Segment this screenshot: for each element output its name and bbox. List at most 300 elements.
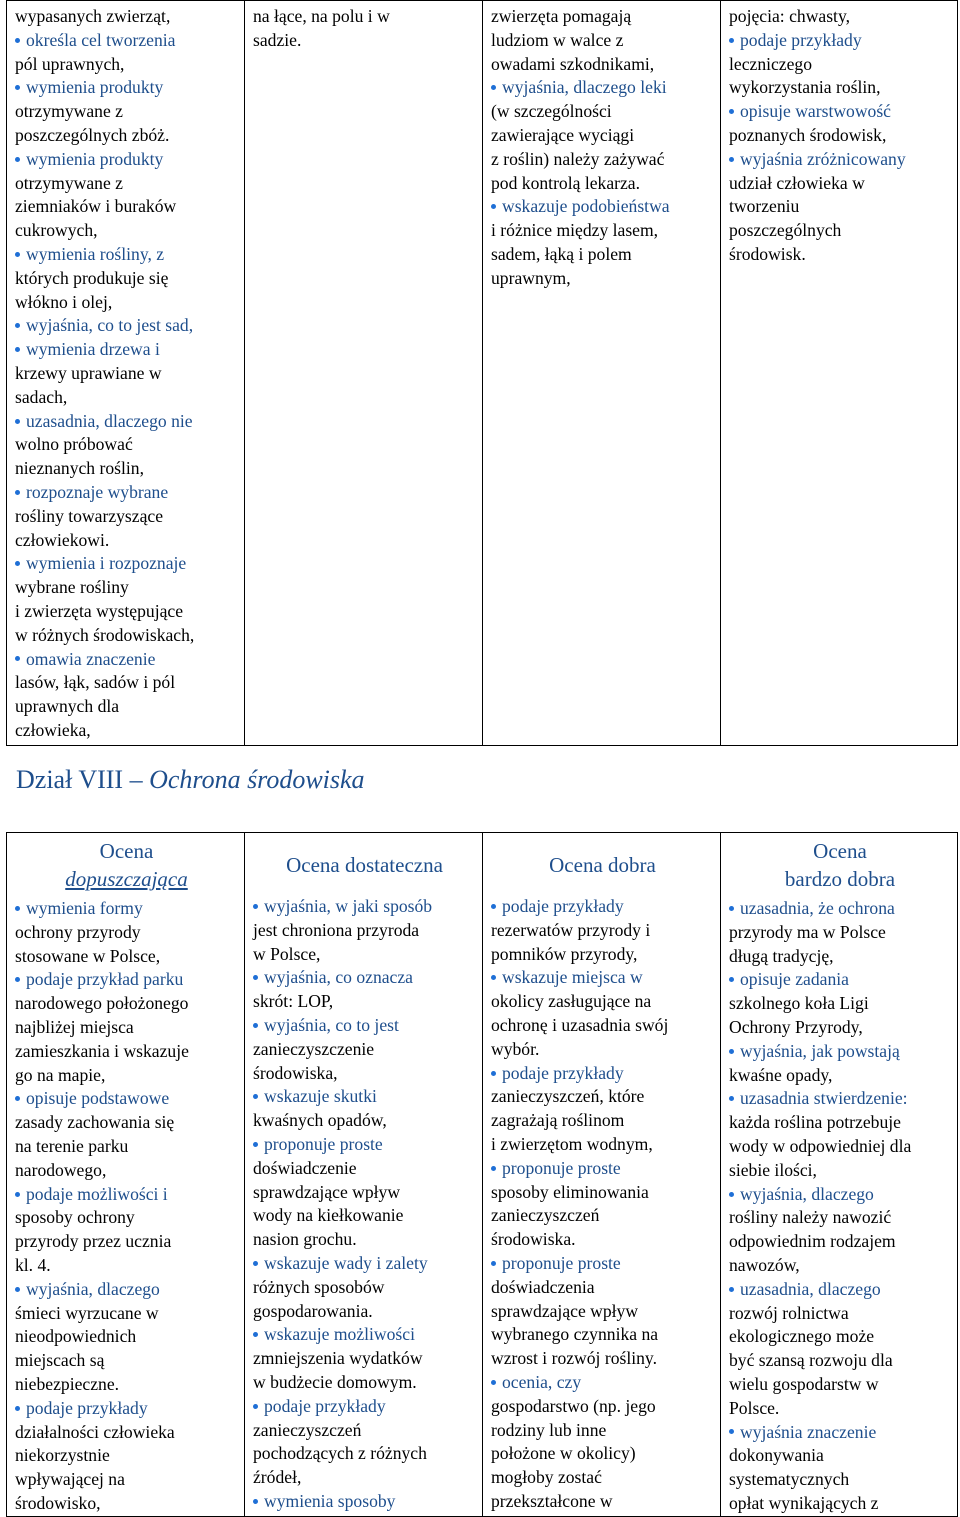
text-line xyxy=(491,1300,714,1324)
line-text: pojęcia: chwasty, xyxy=(729,6,850,26)
text-line xyxy=(15,53,238,77)
line-text: przyrody przez ucznia xyxy=(15,1231,172,1252)
text-line xyxy=(253,1062,476,1086)
line-text: ocenia, czy xyxy=(502,1371,582,1392)
top-requirements-table xyxy=(6,0,958,746)
grade-header-1-line2: dopuszczająca xyxy=(65,867,188,891)
text-line xyxy=(491,1490,714,1514)
line-text: wymienia produkty xyxy=(26,148,164,169)
bullet-item-line xyxy=(491,1252,714,1276)
bullet-icon xyxy=(491,1380,496,1385)
line-text: w Polsce, xyxy=(253,943,321,964)
grade-header-2-line1: Ocena dostateczna xyxy=(286,853,443,877)
line-text: szkolnego koła Ligi xyxy=(729,993,869,1014)
bullet-item-line xyxy=(729,1278,951,1302)
text-line xyxy=(729,1492,951,1516)
bullet-icon xyxy=(15,977,20,982)
bullet-item-line xyxy=(15,29,238,53)
bullet-item-line xyxy=(15,76,238,100)
text-line xyxy=(253,1371,476,1395)
line-text: Ochrony Przyrody, xyxy=(729,1016,863,1037)
bullet-item-line xyxy=(491,895,714,919)
text-line xyxy=(491,1395,714,1419)
bullet-icon xyxy=(15,38,20,43)
text-line xyxy=(15,291,238,315)
bullet-item-line xyxy=(253,1490,476,1514)
bullet-item-line xyxy=(729,100,951,124)
line-text: rezerwatów przyrody i xyxy=(491,919,651,940)
bullet-icon xyxy=(729,1429,734,1434)
bullet-item-line xyxy=(15,1278,238,1302)
line-text: wyjaśnia znaczenie xyxy=(740,1421,877,1442)
bullet-item-line xyxy=(15,1087,238,1111)
text-line xyxy=(729,1064,951,1088)
bullet-icon xyxy=(15,85,20,90)
grade-header-2 xyxy=(253,851,476,879)
text-line xyxy=(15,1159,238,1183)
bullet-item-line xyxy=(15,243,238,267)
text-line xyxy=(491,1181,714,1205)
line-text: poszczególnych zbóż. xyxy=(15,124,170,145)
text-line xyxy=(729,5,951,29)
text-line xyxy=(15,1302,238,1326)
text-line xyxy=(15,1421,238,1445)
text-line xyxy=(253,5,476,29)
line-text: ziemniaków i buraków xyxy=(15,196,177,217)
text-line xyxy=(15,600,238,624)
line-text: środowiska, xyxy=(253,1062,338,1083)
line-text: na łące, na polu i w xyxy=(253,6,390,26)
section-prefix: Dział VIII – xyxy=(16,765,150,794)
text-line xyxy=(491,267,714,291)
bullet-item-line xyxy=(15,1183,238,1207)
bullet-icon xyxy=(491,1071,496,1076)
text-line xyxy=(15,921,238,945)
bullet-icon xyxy=(729,977,734,982)
line-text: zwierzęta pomagają xyxy=(491,6,632,26)
text-line xyxy=(253,990,476,1014)
bullet-icon xyxy=(15,252,20,257)
bullet-icon xyxy=(253,1023,258,1028)
line-text: otrzymywane z xyxy=(15,101,123,122)
line-text: kwaśnych opadów, xyxy=(253,1110,387,1131)
grade-header-1 xyxy=(15,837,238,893)
line-text: nasion grochu. xyxy=(253,1229,357,1250)
bullet-item-line xyxy=(253,1085,476,1109)
bullet-icon xyxy=(253,1142,258,1147)
line-text: nieznanych roślin, xyxy=(15,458,144,479)
text-line xyxy=(15,1492,238,1516)
text-line xyxy=(15,505,238,529)
line-text: sposoby eliminowania xyxy=(491,1181,649,1202)
grade-col-2 xyxy=(245,833,483,1517)
line-text: odpowiednim rodzajem xyxy=(729,1231,896,1252)
text-line xyxy=(15,719,238,743)
text-line xyxy=(729,1349,951,1373)
line-text: włókno i olej, xyxy=(15,291,113,312)
line-text: rozpoznaje wybrane xyxy=(26,481,169,502)
line-text: narodowego położonego xyxy=(15,993,189,1014)
line-text: zanieczyszczeń, które xyxy=(491,1086,645,1107)
text-line xyxy=(491,172,714,196)
text-line xyxy=(491,124,714,148)
bullet-item-line xyxy=(729,1421,951,1445)
grade-header-3-line1: Ocena dobra xyxy=(549,853,656,877)
line-text: mogłoby zostać xyxy=(491,1467,602,1488)
text-line xyxy=(729,172,951,196)
line-text: środowisko, xyxy=(15,1492,101,1513)
text-line xyxy=(491,919,714,943)
bullet-item-line xyxy=(729,1040,951,1064)
text-line xyxy=(491,148,714,172)
line-text: opisuje warstwowość xyxy=(740,101,891,122)
bullet-icon xyxy=(15,561,20,566)
line-text: wyjaśnia, co to jest xyxy=(264,1014,399,1035)
bullet-icon xyxy=(15,157,20,162)
line-text: miejscach są xyxy=(15,1350,105,1371)
line-text: położone w okolicy) xyxy=(491,1443,636,1464)
bullet-item-line xyxy=(15,1397,238,1421)
line-text: poszczególnych xyxy=(729,220,842,241)
bullet-item-line xyxy=(15,552,238,576)
text-line xyxy=(15,1230,238,1254)
line-text: różnych sposobów xyxy=(253,1276,385,1297)
line-text: człowieka, xyxy=(15,719,91,740)
text-line xyxy=(491,5,714,29)
line-text: okolicy zasługujące na xyxy=(491,991,652,1012)
line-text: siebie ilości, xyxy=(729,1159,817,1180)
text-line xyxy=(253,1228,476,1252)
bullet-icon xyxy=(253,1499,258,1504)
text-line xyxy=(491,1085,714,1109)
text-line xyxy=(15,1468,238,1492)
text-line xyxy=(729,945,951,969)
bullet-item-line xyxy=(729,29,951,53)
bullet-item-line xyxy=(15,338,238,362)
line-text: opłat wynikających z xyxy=(729,1492,879,1513)
bullet-icon xyxy=(253,975,258,980)
text-line xyxy=(491,219,714,243)
text-line xyxy=(491,100,714,124)
line-text: podaje przykłady xyxy=(740,29,862,50)
line-text: wielu gospodarstw w xyxy=(729,1373,879,1394)
line-text: ludziom w walce z xyxy=(491,29,624,50)
text-line xyxy=(15,1444,238,1468)
line-text: zanieczyszczeń xyxy=(491,1205,600,1226)
section-title xyxy=(16,765,365,795)
text-line xyxy=(729,1444,951,1468)
text-line xyxy=(253,919,476,943)
bullet-item-line xyxy=(491,195,714,219)
text-line xyxy=(729,1325,951,1349)
line-text: rozwój rolnictwa xyxy=(729,1302,849,1323)
text-line xyxy=(491,1323,714,1347)
line-text: go na mapie, xyxy=(15,1064,106,1085)
text-line xyxy=(253,1347,476,1371)
bullet-icon xyxy=(491,1166,496,1171)
line-text: proponuje proste xyxy=(502,1252,621,1273)
text-line xyxy=(15,172,238,196)
text-line xyxy=(491,1133,714,1157)
line-text: owadami szkodnikami, xyxy=(491,53,655,74)
line-text: ekologicznego może xyxy=(729,1326,875,1347)
grade-col-3 xyxy=(483,833,721,1517)
text-line xyxy=(15,529,238,553)
bullet-item-line xyxy=(253,895,476,919)
bullet-icon xyxy=(253,1404,258,1409)
text-line xyxy=(491,29,714,53)
bullet-item-line xyxy=(729,1183,951,1207)
text-line xyxy=(15,362,238,386)
bullet-icon xyxy=(15,906,20,911)
line-text: wyjaśnia, co oznacza xyxy=(264,967,413,988)
bullet-item-line xyxy=(729,968,951,992)
bullet-icon xyxy=(15,490,20,495)
line-text: kwaśne opady, xyxy=(729,1064,833,1085)
text-line xyxy=(15,219,238,243)
table-row xyxy=(7,833,958,1517)
bullet-item-line xyxy=(729,1087,951,1111)
bullet-icon xyxy=(491,204,496,209)
bullet-item-line xyxy=(491,1371,714,1395)
line-text: wybranego czynnika na xyxy=(491,1324,659,1345)
bullet-icon xyxy=(15,1406,20,1411)
text-line xyxy=(15,1064,238,1088)
line-text: pól uprawnych, xyxy=(15,53,125,74)
line-text: wypasanych zwierząt, xyxy=(15,6,171,26)
line-text: na terenie parku xyxy=(15,1135,129,1156)
line-text: środowiska. xyxy=(491,1229,576,1250)
text-line xyxy=(729,1135,951,1159)
line-text: wyjaśnia, dlaczego xyxy=(740,1183,874,1204)
bullet-icon xyxy=(253,904,258,909)
text-line xyxy=(253,1466,476,1490)
text-line xyxy=(491,1442,714,1466)
line-text: zmniejszenia wydatków xyxy=(253,1348,423,1369)
line-text: uprawnym, xyxy=(491,267,571,288)
line-text: wyjaśnia zróżnicowany xyxy=(740,148,906,169)
line-text: sposoby ochrony xyxy=(15,1207,135,1228)
line-text: wskazuje skutki xyxy=(264,1086,377,1107)
line-text: rośliny należy nawozić xyxy=(729,1207,892,1228)
text-line xyxy=(729,53,951,77)
text-line xyxy=(15,992,238,1016)
bullet-icon xyxy=(729,1096,734,1101)
grade-requirements-table xyxy=(6,832,958,1517)
line-text: wymienia sposoby xyxy=(264,1490,396,1511)
bullet-icon xyxy=(15,1192,20,1197)
line-text: narodowego, xyxy=(15,1159,107,1180)
text-line xyxy=(729,1016,951,1040)
bullet-item-line xyxy=(253,1323,476,1347)
text-line xyxy=(491,1276,714,1300)
grade-header-1-line1: Ocena xyxy=(99,839,154,863)
bullet-icon xyxy=(491,85,496,90)
text-line xyxy=(15,1040,238,1064)
text-line xyxy=(15,1325,238,1349)
bullet-item-line xyxy=(15,648,238,672)
line-text: doświadczenie xyxy=(253,1157,357,1178)
text-line xyxy=(729,124,951,148)
text-line xyxy=(729,1111,951,1135)
text-line xyxy=(253,1181,476,1205)
text-line xyxy=(15,5,238,29)
bullet-icon xyxy=(15,656,20,661)
text-line xyxy=(491,1466,714,1490)
top-col-3 xyxy=(483,1,721,746)
bullet-icon xyxy=(491,1261,496,1266)
line-text: sadach, xyxy=(15,386,68,407)
line-text: otrzymywane z xyxy=(15,172,123,193)
text-line xyxy=(491,990,714,1014)
line-text: wymienia i rozpoznaje xyxy=(26,553,187,574)
line-text: wyjaśnia, dlaczego leki xyxy=(502,77,667,98)
grade-col-4 xyxy=(721,833,958,1517)
text-line xyxy=(491,1109,714,1133)
line-text: wskazuje możliwości xyxy=(264,1324,415,1345)
text-line xyxy=(15,624,238,648)
text-line xyxy=(15,386,238,410)
line-text: najbliżej miejsca xyxy=(15,1016,134,1037)
line-text: jest chroniona przyroda xyxy=(253,919,420,940)
bullet-icon xyxy=(253,1094,258,1099)
line-text: i zwierzętom wodnym, xyxy=(491,1133,653,1154)
bullet-item-line xyxy=(491,76,714,100)
line-text: podaje przykłady xyxy=(502,896,624,916)
line-text: sprawdzające wpływ xyxy=(253,1181,401,1202)
bullet-item-line xyxy=(15,897,238,921)
text-line xyxy=(729,1206,951,1230)
text-line xyxy=(729,992,951,1016)
line-text: wolno próbować xyxy=(15,434,133,455)
line-text: uzasadnia, dlaczego nie xyxy=(26,410,193,431)
line-text: zanieczyszczenie xyxy=(253,1038,375,1059)
line-text: pod kontrolą lekarza. xyxy=(491,172,640,193)
grade-col-2-items xyxy=(253,895,476,1514)
line-text: wody na kiełkowanie xyxy=(253,1205,404,1226)
line-text: człowiekowi. xyxy=(15,529,110,550)
line-text: których produkuje się xyxy=(15,267,169,288)
bullet-icon xyxy=(15,1096,20,1101)
bullet-item-line xyxy=(491,1062,714,1086)
line-text: cukrowych, xyxy=(15,220,98,241)
line-text: omawia znaczenie xyxy=(26,648,156,669)
line-text: wyjaśnia, dlaczego xyxy=(26,1278,160,1299)
line-text: opisuje podstawowe xyxy=(26,1088,170,1109)
text-line xyxy=(15,695,238,719)
grade-col-1 xyxy=(7,833,245,1517)
line-text: wzrost i rozwój rośliny. xyxy=(491,1348,657,1369)
text-line xyxy=(15,457,238,481)
line-text: długą tradycję, xyxy=(729,945,834,966)
bullet-item-line xyxy=(15,314,238,338)
line-text: sprawdzające wpływ xyxy=(491,1300,639,1321)
line-text: przekształcone w xyxy=(491,1490,613,1511)
line-text: uprawnych dla xyxy=(15,696,120,717)
line-text: systematycznych xyxy=(729,1469,850,1490)
text-line xyxy=(15,1373,238,1397)
line-text: nieodpowiednich xyxy=(15,1326,137,1347)
line-text: i różnice między lasem, xyxy=(491,220,659,241)
grade-col-1-items xyxy=(15,897,238,1516)
grade-header-3 xyxy=(491,851,714,879)
line-text: podaje możliwości i xyxy=(26,1183,168,1204)
text-line xyxy=(253,1157,476,1181)
line-text: źródeł, xyxy=(253,1467,302,1488)
line-text: zasady zachowania się xyxy=(15,1112,175,1133)
line-text: przyrody ma w Polsce xyxy=(729,921,886,942)
text-line xyxy=(15,1349,238,1373)
text-line xyxy=(253,1038,476,1062)
line-text: podaje przykłady xyxy=(26,1397,148,1418)
grade-header-4-line2: bardzo dobra xyxy=(784,867,896,891)
bullet-icon xyxy=(253,1332,258,1337)
text-line xyxy=(729,1397,951,1421)
line-text: niekorzystnie xyxy=(15,1445,110,1466)
line-text: wymienia drzewa i xyxy=(26,339,160,360)
line-text: Polsce. xyxy=(729,1397,780,1418)
line-text: stosowane w Polsce, xyxy=(15,945,161,966)
line-text: uzasadnia, że ochrona xyxy=(740,898,895,918)
text-line xyxy=(15,1111,238,1135)
text-line xyxy=(15,671,238,695)
line-text: zawierające wyciągi xyxy=(491,124,635,145)
text-line xyxy=(729,1373,951,1397)
bullet-icon xyxy=(729,1287,734,1292)
line-text: śmieci wyrzucane w xyxy=(15,1302,159,1323)
line-text: sadem, łąką i polem xyxy=(491,243,632,264)
text-line xyxy=(15,1206,238,1230)
bullet-icon xyxy=(729,109,734,114)
text-line xyxy=(253,1109,476,1133)
line-text: wyjaśnia, w jaki sposób xyxy=(264,896,433,916)
line-text: być szansą rozwoju dla xyxy=(729,1350,893,1371)
text-line xyxy=(729,1159,951,1183)
line-text: leczniczego xyxy=(729,53,813,74)
text-line xyxy=(491,1228,714,1252)
text-line xyxy=(491,1419,714,1443)
line-text: krzewy uprawiane w xyxy=(15,362,162,383)
line-text: zagrażają roślinom xyxy=(491,1110,625,1131)
bullet-item-line xyxy=(15,968,238,992)
line-text: ochrony przyrody xyxy=(15,921,141,942)
line-text: pomników przyrody, xyxy=(491,943,638,964)
text-line xyxy=(729,219,951,243)
line-text: uzasadnia, dlaczego xyxy=(740,1278,881,1299)
text-line xyxy=(15,1135,238,1159)
line-text: nawozów, xyxy=(729,1254,800,1275)
line-text: ochronę i uzasadnia swój xyxy=(491,1014,669,1035)
text-line xyxy=(253,1204,476,1228)
line-text: rośliny towarzyszące xyxy=(15,505,164,526)
text-line xyxy=(491,1014,714,1038)
line-text: podaje przykłady xyxy=(502,1062,624,1083)
bullet-item-line xyxy=(15,481,238,505)
bullet-icon xyxy=(729,1049,734,1054)
bullet-item-line xyxy=(15,148,238,172)
line-text: i zwierzęta występujące xyxy=(15,600,184,621)
text-line xyxy=(729,243,951,267)
line-text: podaje przykłady xyxy=(264,1395,386,1416)
text-line xyxy=(15,100,238,124)
text-line xyxy=(491,53,714,77)
text-line xyxy=(253,1442,476,1466)
top-col-4 xyxy=(721,1,958,746)
grade-header-4-line1: Ocena xyxy=(813,839,867,863)
line-text: uzasadnia stwierdzenie: xyxy=(740,1088,908,1109)
bullet-item-line xyxy=(491,1157,714,1181)
text-line xyxy=(15,433,238,457)
